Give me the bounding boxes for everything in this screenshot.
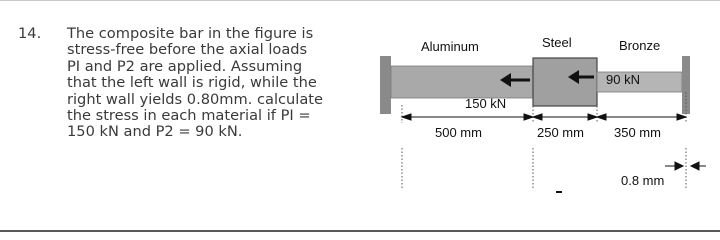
bronze-length-label: 350 mm	[614, 125, 661, 140]
steel-label: Steel	[542, 35, 572, 50]
steel-length-label: 250 mm	[537, 125, 584, 140]
problem-number: 14.	[18, 25, 42, 42]
problem-line-2: stress-free before the axial loads	[67, 41, 308, 59]
problem-line-7: 150 kN and P2 = 90 kN.	[67, 123, 243, 141]
bottom-divider	[0, 230, 720, 232]
aluminum-label: Aluminum	[421, 39, 479, 54]
problem-line-5: right wall yields 0.80mm. calculate	[67, 90, 323, 108]
wall-yield-label: 0.8 mm	[621, 173, 665, 188]
composite-bar-figure	[380, 20, 710, 220]
bronze-label: Bronze	[619, 38, 661, 53]
tick-mark	[556, 191, 562, 193]
problem-line-1: The composite bar in the figure is	[67, 25, 314, 42]
dimension-line	[402, 114, 686, 120]
p2-load-label: 90 kN	[606, 72, 640, 87]
left-wall	[380, 56, 391, 114]
aluminum-segment	[391, 66, 533, 98]
p1-load-label: 150 kN	[465, 96, 507, 111]
steel-segment	[533, 58, 597, 106]
problem-line-4: that the left wall is rigid, while the	[67, 74, 317, 92]
top-divider	[0, 0, 720, 1]
problem-line-3: PI and P2 are applied. Assuming	[67, 57, 303, 75]
right-wall	[682, 56, 690, 114]
aluminum-length-label: 500 mm	[435, 125, 482, 140]
problem-line-6: the stress in each material if PI =	[67, 107, 311, 124]
